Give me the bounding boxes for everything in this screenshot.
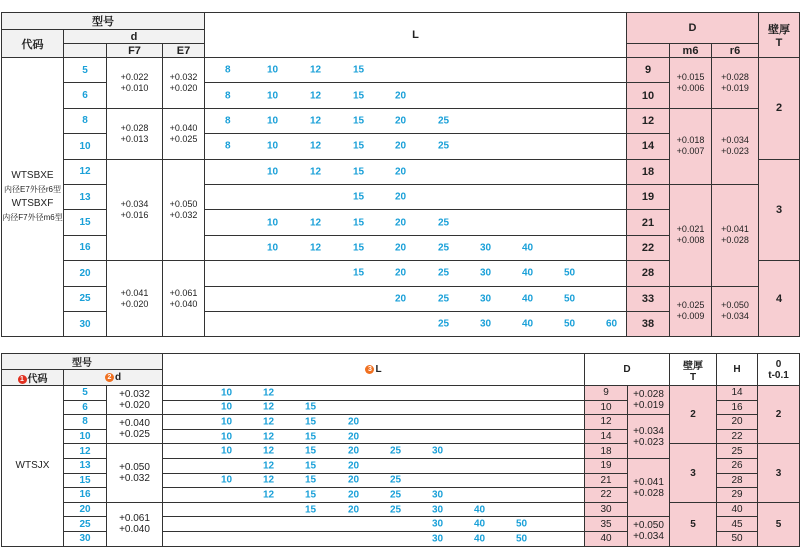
D-value: 21 [627, 210, 670, 235]
length-value: 20 [395, 115, 407, 127]
length-value: 20 [348, 416, 360, 428]
length-value: 12 [263, 460, 275, 472]
product-code-2: WTSJX [2, 386, 64, 547]
table-wtsbx [1, 12, 800, 337]
header-code: 代码 [2, 30, 64, 58]
d-value: 6 [64, 83, 107, 108]
length-value: 30 [432, 504, 444, 516]
d-value: 6 [64, 400, 107, 415]
length-value: 20 [395, 90, 407, 102]
product-code: WTSBXE 内径E7外径r6型 WTSBXF 内径F7外径m6型 [2, 58, 64, 337]
length-value: 12 [263, 387, 275, 399]
length-value: 10 [221, 474, 233, 486]
length-value: 30 [480, 318, 492, 330]
length-value: 25 [438, 217, 450, 229]
length-value: 15 [305, 460, 317, 472]
tolerance-value: +0.040 +0.025 [163, 108, 205, 159]
header-r6: r6 [712, 44, 759, 58]
wall-T-value: 4 [759, 261, 800, 337]
length-value: 20 [348, 445, 360, 457]
length-row [163, 517, 585, 532]
length-value: 25 [438, 115, 450, 127]
length-value: 15 [305, 416, 317, 428]
length-value: 30 [480, 293, 492, 305]
D-value: 9 [627, 58, 670, 83]
tolerance-value: +0.061 +0.040 [107, 502, 163, 546]
length-value: 8 [225, 64, 231, 76]
tolerance-value: +0.050 +0.034 [628, 517, 670, 546]
length-value: 12 [263, 445, 275, 457]
table-wtsjx [1, 353, 800, 547]
length-value: 20 [395, 166, 407, 178]
length-value: 60 [606, 318, 618, 330]
length-value: 50 [564, 293, 576, 305]
header-E7: E7 [163, 44, 205, 58]
length-value: 15 [305, 401, 317, 413]
D-value: 21 [585, 473, 628, 488]
length-row [163, 488, 585, 503]
d-value: 25 [64, 286, 107, 311]
length-row [163, 473, 585, 488]
length-value: 10 [267, 64, 279, 76]
d-value: 20 [64, 502, 107, 517]
length-value: 50 [564, 318, 576, 330]
d-value: 25 [64, 517, 107, 532]
length-value: 40 [474, 533, 486, 545]
length-value: 40 [522, 267, 534, 279]
D-value: 10 [585, 400, 628, 415]
tolerance-value: +0.032 +0.020 [107, 386, 163, 415]
d-value: 16 [64, 235, 107, 260]
length-value: 30 [432, 533, 444, 545]
length-row [205, 134, 627, 159]
tolerance-value: +0.050 +0.032 [163, 159, 205, 261]
tolerance-value: +0.034 +0.016 [107, 159, 163, 261]
header-D-2: D [585, 354, 670, 386]
H-value: 50 [717, 531, 758, 546]
length-value: 10 [221, 387, 233, 399]
tolerance-value: +0.025 +0.009 [670, 286, 712, 337]
tolerance-value: +0.028 +0.019 [628, 386, 670, 415]
length-row [205, 83, 627, 108]
D-value: 19 [627, 184, 670, 209]
length-value: 10 [267, 115, 279, 127]
header-D: D [627, 13, 759, 44]
wall-T-value: 2 [759, 58, 800, 160]
d-value: 12 [64, 159, 107, 184]
length-value: 40 [474, 518, 486, 530]
length-value: 10 [221, 431, 233, 443]
length-value: 15 [353, 166, 365, 178]
tolerance-value: +0.041 +0.020 [107, 261, 163, 337]
D-value: 9 [585, 386, 628, 401]
tolerance-value: +0.061 +0.040 [163, 261, 205, 337]
length-value: 25 [438, 140, 450, 152]
length-value: 30 [432, 489, 444, 501]
D-value: 10 [627, 83, 670, 108]
length-value: 25 [438, 242, 450, 254]
length-value: 12 [310, 90, 322, 102]
D-value: 12 [585, 415, 628, 430]
length-value: 20 [395, 267, 407, 279]
length-value: 25 [438, 293, 450, 305]
length-value: 10 [267, 140, 279, 152]
header-L: L [205, 13, 627, 58]
tolerance-value: +0.041 +0.028 [628, 458, 670, 516]
d-value: 5 [64, 58, 107, 83]
length-value: 10 [221, 416, 233, 428]
length-value: 20 [348, 474, 360, 486]
length-value: 8 [225, 90, 231, 102]
header-model-2: 型号 [2, 354, 163, 370]
length-row [205, 210, 627, 235]
tolerance-value: +0.032 +0.020 [163, 58, 205, 109]
D-value: 19 [585, 458, 628, 473]
H-value: 22 [717, 429, 758, 444]
H-value: 25 [717, 444, 758, 459]
length-value: 25 [438, 318, 450, 330]
length-row [163, 531, 585, 546]
length-row [205, 311, 627, 336]
length-value: 15 [305, 489, 317, 501]
length-value: 50 [564, 267, 576, 279]
D-value: 22 [627, 235, 670, 260]
marker-2: 2 [105, 373, 114, 382]
length-value: 30 [432, 445, 444, 457]
length-value: 40 [522, 293, 534, 305]
length-value: 12 [310, 64, 322, 76]
length-value: 20 [348, 460, 360, 472]
header-F7: F7 [107, 44, 163, 58]
D-value: 18 [627, 159, 670, 184]
D-value: 14 [627, 134, 670, 159]
length-value: 20 [395, 293, 407, 305]
t-value: 2 [758, 386, 800, 444]
tolerance-value: +0.028 +0.013 [107, 108, 163, 159]
length-value: 15 [353, 90, 365, 102]
length-value: 20 [395, 140, 407, 152]
d-value: 20 [64, 261, 107, 286]
length-value: 12 [310, 140, 322, 152]
length-value: 25 [390, 504, 402, 516]
header-wall: 壁厚 T [759, 13, 800, 58]
d-value: 15 [64, 473, 107, 488]
header-wall-2: 壁厚 T [670, 354, 717, 386]
length-value: 15 [305, 504, 317, 516]
length-value: 15 [353, 191, 365, 203]
length-value: 12 [263, 431, 275, 443]
length-value: 20 [395, 191, 407, 203]
header-code-2: 1 代码 [2, 370, 64, 386]
length-value: 20 [395, 217, 407, 229]
tolerance-value: +0.041 +0.028 [712, 184, 759, 286]
D-value: 12 [627, 108, 670, 133]
d-value: 10 [64, 134, 107, 159]
length-value: 15 [305, 474, 317, 486]
length-value: 12 [263, 489, 275, 501]
D-value: 18 [585, 444, 628, 459]
length-value: 12 [310, 115, 322, 127]
D-value: 30 [585, 502, 628, 517]
length-row [205, 261, 627, 286]
d-value: 13 [64, 458, 107, 473]
header-t: 0 t-0.1 [758, 354, 800, 386]
length-value: 20 [348, 489, 360, 501]
tolerance-value: +0.040 +0.025 [107, 415, 163, 444]
tolerance-value: +0.028 +0.019 [712, 58, 759, 109]
H-value: 45 [717, 517, 758, 532]
length-row [205, 58, 627, 83]
H-value: 20 [717, 415, 758, 430]
d-value: 16 [64, 488, 107, 503]
t-value: 3 [758, 444, 800, 502]
marker-1: 1 [18, 375, 27, 384]
D-value: 14 [585, 429, 628, 444]
length-value: 10 [267, 242, 279, 254]
length-value: 15 [353, 64, 365, 76]
length-value: 30 [480, 267, 492, 279]
marker-3: 3 [365, 365, 374, 374]
wall-T-value: 2 [670, 386, 717, 444]
length-value: 20 [348, 504, 360, 516]
length-value: 25 [390, 474, 402, 486]
header-L-2: 3 L [163, 354, 585, 386]
length-row [163, 444, 585, 459]
wall-T-value: 5 [670, 502, 717, 546]
length-value: 40 [522, 318, 534, 330]
length-value: 10 [221, 445, 233, 457]
length-row [163, 458, 585, 473]
tolerance-value: +0.034 +0.023 [712, 108, 759, 184]
d-value: 8 [64, 108, 107, 133]
length-value: 10 [221, 401, 233, 413]
length-value: 50 [516, 533, 528, 545]
length-row [163, 415, 585, 430]
wall-T-value: 3 [670, 444, 717, 502]
d-value: 8 [64, 415, 107, 430]
length-value: 30 [480, 242, 492, 254]
length-value: 12 [263, 474, 275, 486]
length-value: 15 [353, 115, 365, 127]
length-row [163, 429, 585, 444]
H-value: 28 [717, 473, 758, 488]
H-value: 14 [717, 386, 758, 401]
H-value: 40 [717, 502, 758, 517]
d-value: 12 [64, 444, 107, 459]
D-value: 22 [585, 488, 628, 503]
length-value: 15 [353, 140, 365, 152]
header-d-2: 2 d [64, 370, 163, 386]
tolerance-value: +0.015 +0.006 [670, 58, 712, 109]
D-value: 35 [585, 517, 628, 532]
length-value: 12 [263, 401, 275, 413]
length-value: 15 [353, 267, 365, 279]
length-value: 12 [310, 217, 322, 229]
tolerance-value: +0.050 +0.034 [712, 286, 759, 337]
header-H: H [717, 354, 758, 386]
d-value: 30 [64, 311, 107, 336]
tolerance-value: +0.022 +0.010 [107, 58, 163, 109]
d-value: 10 [64, 429, 107, 444]
d-value: 5 [64, 386, 107, 401]
length-value: 40 [522, 242, 534, 254]
H-value: 26 [717, 458, 758, 473]
H-value: 16 [717, 400, 758, 415]
length-value: 25 [390, 489, 402, 501]
length-value: 15 [353, 242, 365, 254]
length-value: 15 [305, 431, 317, 443]
tolerance-value: +0.018 +0.007 [670, 108, 712, 184]
length-row [205, 235, 627, 260]
length-row [205, 286, 627, 311]
length-value: 40 [474, 504, 486, 516]
length-value: 30 [432, 518, 444, 530]
D-value: 33 [627, 286, 670, 311]
D-value: 28 [627, 261, 670, 286]
D-value: 40 [585, 531, 628, 546]
length-value: 50 [516, 518, 528, 530]
header-model: 型号 [2, 13, 205, 30]
D-value: 38 [627, 311, 670, 336]
header-d: d [64, 30, 205, 44]
length-row [205, 159, 627, 184]
length-value: 12 [263, 416, 275, 428]
length-row [163, 400, 585, 415]
length-value: 25 [390, 445, 402, 457]
d-value: 13 [64, 184, 107, 209]
length-value: 20 [348, 431, 360, 443]
d-value: 30 [64, 531, 107, 546]
length-value: 8 [225, 115, 231, 127]
length-value: 15 [353, 217, 365, 229]
length-row [205, 184, 627, 209]
length-row [205, 108, 627, 133]
d-value: 15 [64, 210, 107, 235]
length-value: 10 [267, 217, 279, 229]
wall-T-value: 3 [759, 159, 800, 261]
length-value: 12 [310, 166, 322, 178]
tolerance-value: +0.050 +0.032 [107, 444, 163, 502]
length-value: 25 [438, 267, 450, 279]
length-row [163, 502, 585, 517]
tolerance-value: +0.034 +0.023 [628, 415, 670, 459]
length-value: 10 [267, 90, 279, 102]
length-value: 10 [267, 166, 279, 178]
length-value: 12 [310, 242, 322, 254]
t-value: 5 [758, 502, 800, 546]
length-value: 15 [305, 445, 317, 457]
H-value: 29 [717, 488, 758, 503]
length-row [163, 386, 585, 401]
header-m6: m6 [670, 44, 712, 58]
length-value: 8 [225, 140, 231, 152]
tolerance-value: +0.021 +0.008 [670, 184, 712, 286]
length-value: 20 [395, 242, 407, 254]
